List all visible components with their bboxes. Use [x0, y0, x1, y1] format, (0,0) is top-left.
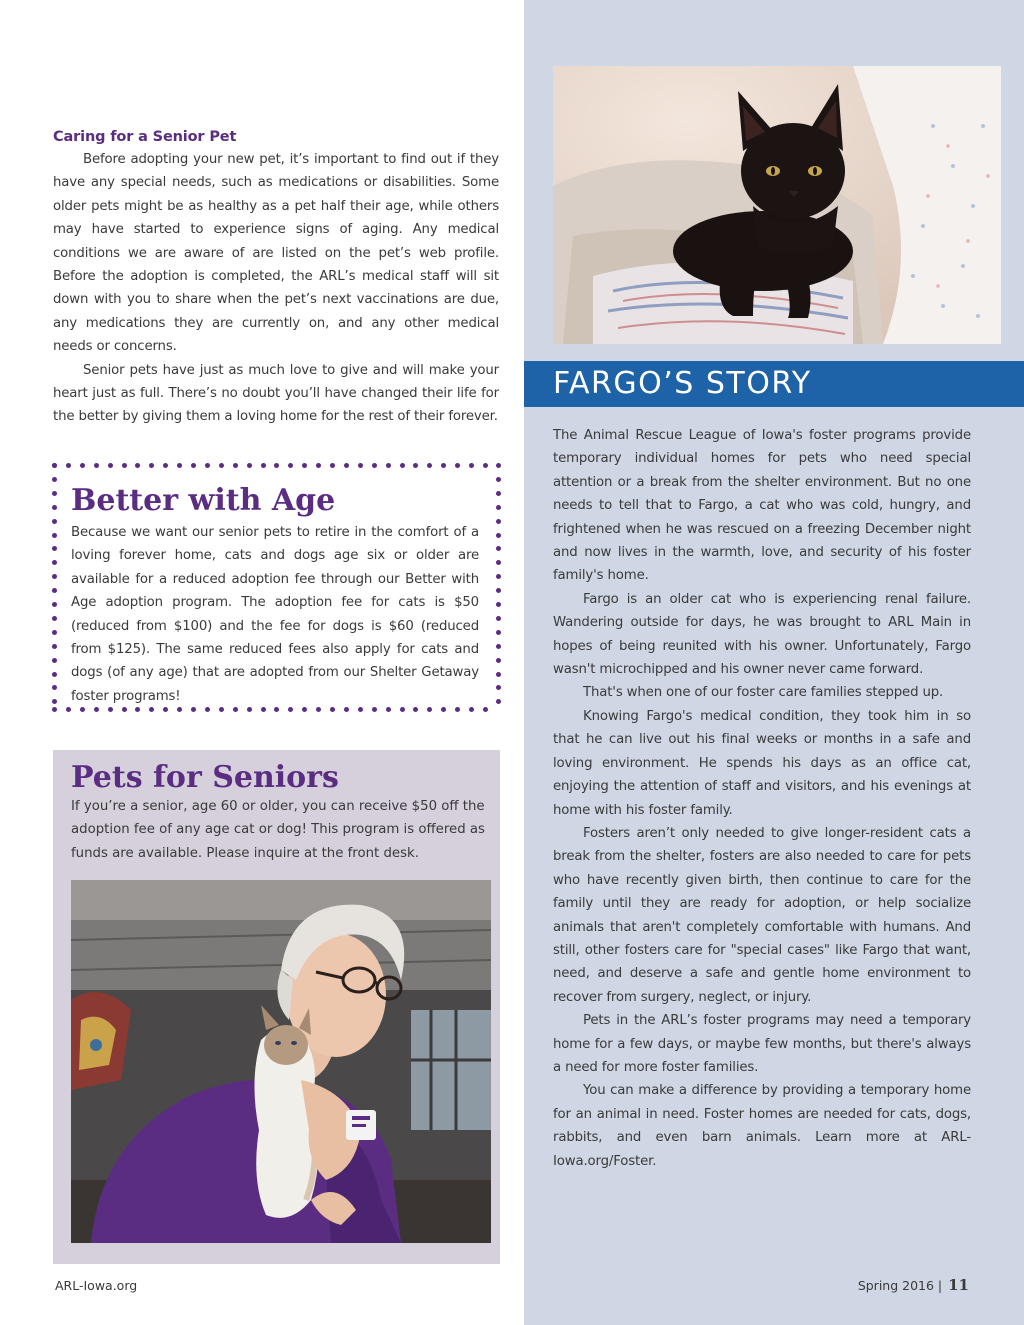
- caring-heading: Caring for a Senior Pet: [53, 129, 237, 145]
- better-with-age-title: Better with Age: [71, 483, 336, 518]
- border-dot: [52, 491, 57, 496]
- border-dot: [496, 519, 501, 524]
- border-dot: [496, 560, 501, 565]
- story-paragraph: That's when one of our foster care families stepped up.: [583, 685, 944, 701]
- border-dot: [483, 463, 488, 468]
- border-dot: [288, 463, 293, 468]
- border-dot: [496, 699, 501, 704]
- border-dot: [135, 463, 140, 468]
- better-with-age-box: [52, 463, 502, 713]
- border-dot: [441, 463, 446, 468]
- border-dot: [122, 463, 127, 468]
- footer-website: ARL-Iowa.org: [55, 1278, 138, 1293]
- senior-with-kitten-photo: [71, 880, 491, 1243]
- border-dot: [233, 463, 238, 468]
- border-dot: [358, 463, 363, 468]
- border-dot: [52, 699, 57, 704]
- dotted-border-top: [52, 463, 502, 471]
- border-dot: [496, 672, 501, 677]
- story-paragraph: The Animal Rescue League of Iowa's foster programs provide temporary individual homes for pets who need special attention or a break from the shelter environment. But no one needs to tell that to Fargo, a cat who was cold, hungry, and frightened when he was rescued on a freezing December night and now lives in the warmth, love, and security of his foster family's home.: [553, 428, 971, 584]
- story-body: [553, 424, 971, 1173]
- border-dot: [108, 463, 113, 468]
- border-dot: [344, 463, 349, 468]
- border-dot: [386, 463, 391, 468]
- page-number: 11: [948, 1276, 969, 1294]
- border-dot: [496, 685, 501, 690]
- border-dot: [496, 574, 501, 579]
- border-dot: [52, 519, 57, 524]
- border-dot: [372, 463, 377, 468]
- border-dot: [496, 602, 501, 607]
- border-dot: [163, 463, 168, 468]
- border-dot: [205, 463, 210, 468]
- border-dot: [149, 463, 154, 468]
- story-paragraph: Fosters aren’t only needed to give longer-resident cats a break from the shelter, fosters are also needed to care for pets who have recently given birth, then continue to care for the family until they are ready for adoption, or help socialize animals that aren't completely comfortable with humans. And still, other fosters care for "special cases" like Fargo that want, need, and deserve a safe and gentle home environment to recover from surgery, neglect, or injury.: [553, 825, 971, 1005]
- border-dot: [80, 463, 85, 468]
- border-dot: [496, 533, 501, 538]
- footer-issue-label: Spring 2016 |: [857, 1278, 943, 1293]
- border-dot: [52, 588, 57, 593]
- story-paragraph: Fargo is an older cat who is experiencing renal failure. Wandering outside for days, he was brought to ARL Main in hopes of being reunited with his owner. Unfortunately, Fargo wasn't microchipped and his owner never came forward.: [553, 591, 971, 678]
- border-dot: [52, 533, 57, 538]
- border-dot: [330, 463, 335, 468]
- footer-issue: [858, 1276, 969, 1294]
- border-dot: [496, 463, 501, 468]
- border-dot: [496, 658, 501, 663]
- border-dot: [52, 574, 57, 579]
- border-dot: [52, 477, 57, 482]
- border-dot: [496, 630, 501, 635]
- border-dot: [496, 505, 501, 510]
- pets-for-seniors-title: Pets for Seniors: [71, 760, 339, 795]
- fargo-cat-photo: [553, 66, 1001, 344]
- border-dot: [52, 463, 57, 468]
- border-dot: [94, 463, 99, 468]
- story-paragraph: You can make a difference by providing a temporary home for an animal in need. Foster homes are needed for cats, dogs, rabbits, and even barn animals. Learn more at ARL-Iowa.org/Foster.: [553, 1083, 971, 1169]
- pets-for-seniors-text: If you’re a senior, age 60 or older, you can receive $50 off the adoption fee of any age cat or dog! This program is offered as funds are available. Please inquire at the front desk.: [71, 799, 485, 861]
- border-dot: [52, 630, 57, 635]
- border-dot: [261, 463, 266, 468]
- border-dot: [52, 658, 57, 663]
- story-paragraph: Knowing Fargo's medical condition, they took him in so that he can live out his final weeks or months in a safe and loving environment. He spends his days as an office cat, enjoying the attention of staff and visitors, and his evenings at home with his foster family.: [553, 708, 971, 818]
- border-dot: [316, 463, 321, 468]
- border-dot: [52, 546, 57, 551]
- border-dot: [496, 546, 501, 551]
- border-dot: [302, 463, 307, 468]
- caring-paragraph: Before adopting your new pet, it’s important to find out if they have any special needs, such as medications or disabilities. Some older pets might be as healthy as a pet half their age, while others may have started to experience signs of aging. Any medical conditions we are aware of are listed on the pet’s web profile. Before the adoption is completed, the ARL’s medical staff will sit down with you to share when the pet’s next vaccinations are due, any medications they are currently on, and any other medical needs or concerns.: [53, 152, 499, 355]
- border-dot: [219, 463, 224, 468]
- pets-for-seniors-box: [53, 750, 500, 1264]
- caring-section: [53, 126, 499, 429]
- story-paragraph: Pets in the ARL’s foster programs may need a temporary home for a few days, or maybe few months, but there's always a need for more foster families.: [553, 1013, 971, 1075]
- dotted-border-left: [52, 463, 60, 713]
- story-title: FARGO’S STORY: [553, 366, 812, 401]
- border-dot: [496, 491, 501, 496]
- border-dot: [413, 463, 418, 468]
- border-dot: [469, 463, 474, 468]
- border-dot: [496, 477, 501, 482]
- border-dot: [496, 588, 501, 593]
- dotted-border-right: [496, 463, 504, 713]
- border-dot: [274, 463, 279, 468]
- border-dot: [247, 463, 252, 468]
- better-with-age-text: Because we want our senior pets to retire in the comfort of a loving forever home, cats and dogs age six or older are available for a reduced adoption fee through our Better with Age adoption program. The adoption fee for cats is $50 (reduced from $100) and the fee for dogs is $60 (reduced from $125). The same reduced fees also apply for cats and dogs (of any age) that are adopted from our Shelter Getaway foster programs!: [71, 525, 479, 704]
- border-dot: [52, 672, 57, 677]
- caring-paragraph: Senior pets have just as much love to give and will make your heart just as full. There’s no doubt you’ll have changed their life for the better by giving them a loving home for the rest of their forever.: [53, 362, 499, 425]
- border-dot: [191, 463, 196, 468]
- border-dot: [66, 463, 71, 468]
- border-dot: [455, 463, 460, 468]
- border-dot: [52, 602, 57, 607]
- border-dot: [427, 463, 432, 468]
- border-dot: [52, 644, 57, 649]
- border-dot: [177, 463, 182, 468]
- border-dot: [52, 505, 57, 510]
- border-dot: [483, 707, 488, 712]
- border-dot: [52, 616, 57, 621]
- border-dot: [52, 560, 57, 565]
- border-dot: [496, 616, 501, 621]
- border-dot: [52, 685, 57, 690]
- border-dot: [496, 644, 501, 649]
- border-dot: [400, 463, 405, 468]
